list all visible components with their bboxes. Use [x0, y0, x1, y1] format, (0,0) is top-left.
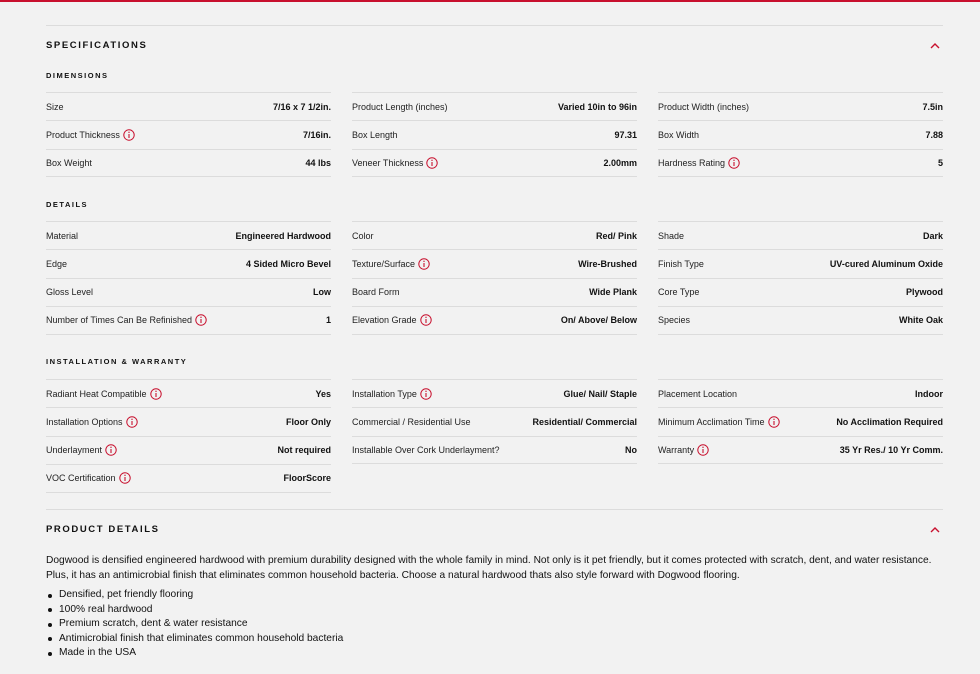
info-icon[interactable]	[126, 416, 138, 428]
spec-label-text: Gloss Level	[46, 287, 94, 298]
info-icon[interactable]	[119, 472, 131, 484]
spec-value: Floor Only	[286, 417, 331, 428]
spec-label	[46, 102, 64, 112]
dimensions-column	[658, 92, 943, 177]
spec-value: 7.5in	[922, 101, 943, 112]
info-icon[interactable]	[728, 157, 740, 169]
spec-row	[46, 407, 331, 435]
spec-value: 2.00mm	[603, 157, 637, 168]
spec-label	[658, 444, 709, 456]
spec-label	[46, 314, 207, 326]
spec-row	[46, 464, 331, 492]
spec-value: No Acclimation Required	[836, 417, 943, 428]
list-item: Antimicrobial finish that eliminates common household bacteria	[46, 632, 343, 647]
list-item: Densified, pet friendly flooring	[46, 588, 343, 603]
spec-row	[352, 221, 637, 249]
details-column	[658, 221, 943, 335]
chevron-up-icon[interactable]	[929, 524, 941, 536]
spec-value: Not required	[277, 445, 331, 456]
spec-row	[352, 249, 637, 277]
spec-label-text: Radiant Heat Compatible	[46, 388, 147, 399]
spec-label-text: Board Form	[352, 287, 400, 298]
spec-value: Engineered Hardwood	[235, 230, 331, 241]
spec-label-text: Color	[352, 230, 374, 241]
spec-label	[658, 259, 704, 269]
product-description: Dogwood is densified engineered hardwood with premium durability designed with the whole family in mind. Not only is it pet friendly, but it comes protected with scratch, dent, and water resistance. Plus, it has an antimicrobial finish that eliminates common household bacteria. Choose a natural hardwood thats also style forward with Dogwood flooring.	[46, 555, 932, 581]
spec-label-text: Box Length	[352, 130, 398, 141]
spec-label	[352, 130, 398, 140]
spec-row	[658, 249, 943, 277]
info-icon[interactable]	[420, 388, 432, 400]
spec-row	[352, 149, 637, 177]
spec-value: Residential/ Commercial	[532, 417, 637, 428]
spec-value: On/ Above/ Below	[560, 315, 637, 326]
spec-row	[46, 436, 331, 464]
spec-value: Low	[313, 287, 331, 298]
spec-label	[352, 157, 438, 169]
spec-label-text: Material	[46, 230, 79, 241]
spec-label	[46, 231, 78, 241]
spec-label	[46, 472, 131, 484]
spec-row	[658, 92, 943, 120]
dimensions-grid	[46, 92, 943, 177]
product-details-title: PRODUCT DETAILS	[46, 524, 160, 535]
spec-value: UV-cured Aluminum Oxide	[829, 259, 943, 270]
spec-label	[46, 444, 117, 456]
installation-grid	[46, 379, 943, 493]
spec-row	[46, 92, 331, 120]
spec-value: No	[625, 444, 637, 455]
spec-label	[46, 416, 138, 428]
spec-row	[352, 120, 637, 148]
spec-label	[658, 287, 699, 297]
dimensions-title: DIMENSIONS	[46, 71, 109, 80]
dimensions-column	[352, 92, 637, 177]
spec-row	[46, 149, 331, 177]
spec-label	[658, 389, 737, 399]
spec-label-text: Elevation Grade	[352, 315, 417, 326]
spec-value: 7.88	[925, 130, 943, 141]
specifications-header[interactable]	[46, 25, 943, 65]
spec-label	[658, 416, 780, 428]
details-column	[352, 221, 637, 335]
installation-title: INSTALLATION & WARRANTY	[46, 357, 188, 366]
spec-label-text: Commercial / Residential Use	[352, 417, 471, 428]
spec-row	[658, 221, 943, 249]
spec-label	[46, 388, 162, 400]
spec-row	[658, 407, 943, 435]
spec-label	[46, 158, 92, 168]
spec-row	[352, 407, 637, 435]
spec-label-text: Finish Type	[658, 259, 704, 270]
spec-value: White Oak	[898, 315, 943, 326]
spec-label	[352, 258, 430, 270]
spec-value: Varied 10in to 96in	[557, 101, 637, 112]
spec-value: 7/16in.	[302, 130, 331, 141]
info-icon[interactable]	[123, 129, 135, 141]
spec-value: 7/16 x 7 1/2in.	[272, 101, 331, 112]
spec-value: Indoor	[915, 388, 943, 399]
dimensions-column	[46, 92, 331, 177]
spec-value: 97.31	[614, 130, 637, 141]
spec-row	[352, 379, 637, 407]
list-item: Made in the USA	[46, 646, 343, 661]
spec-label-text: Shade	[658, 230, 685, 241]
spec-label	[352, 388, 432, 400]
specifications-title: SPECIFICATIONS	[46, 40, 148, 51]
spec-row	[658, 436, 943, 464]
product-features-list	[46, 588, 343, 661]
details-grid	[46, 221, 943, 335]
info-icon[interactable]	[105, 444, 117, 456]
spec-row	[658, 149, 943, 177]
spec-row	[352, 436, 637, 464]
spec-label	[352, 445, 500, 455]
spec-label-text: Placement Location	[658, 388, 738, 399]
spec-label-text: Installation Type	[352, 388, 417, 399]
spec-label	[352, 314, 432, 326]
spec-value: Wide Plank	[589, 287, 637, 298]
spec-row	[46, 278, 331, 306]
spec-label	[352, 231, 374, 241]
spec-row	[658, 306, 943, 334]
spec-label	[658, 130, 699, 140]
info-icon[interactable]	[150, 388, 162, 400]
top-accent-bar	[0, 0, 980, 2]
installation-column	[352, 379, 637, 493]
spec-label	[46, 259, 67, 269]
spec-label-text: Warranty	[658, 444, 695, 455]
spec-label-text: Installation Options	[46, 417, 123, 428]
spec-label	[658, 102, 749, 112]
spec-row	[352, 92, 637, 120]
spec-label-text: Species	[658, 315, 691, 326]
spec-value: 1	[325, 315, 331, 326]
spec-label-text: Installable Over Cork Underlayment?	[352, 444, 500, 455]
info-icon[interactable]	[418, 258, 430, 270]
spec-label	[658, 231, 684, 241]
product-details-header[interactable]	[46, 509, 943, 549]
spec-row	[658, 120, 943, 148]
spec-value: Dark	[922, 230, 943, 241]
spec-value: 44 lbs	[305, 157, 331, 168]
spec-value: Yes	[315, 388, 331, 399]
spec-value: Wire-Brushed	[578, 259, 637, 270]
spec-row	[46, 221, 331, 249]
info-icon[interactable]	[768, 416, 780, 428]
spec-value: 5	[937, 157, 943, 168]
info-icon[interactable]	[420, 314, 432, 326]
installation-column	[658, 379, 943, 493]
spec-row	[46, 379, 331, 407]
spec-label	[352, 417, 471, 427]
info-icon[interactable]	[195, 314, 207, 326]
spec-label	[46, 287, 93, 297]
installation-column	[46, 379, 331, 493]
details-column	[46, 221, 331, 335]
spec-label-text: Edge	[46, 259, 68, 270]
spec-label-text: Box Weight	[46, 157, 92, 168]
spec-label-text: Underlayment	[46, 445, 103, 456]
spec-row	[46, 249, 331, 277]
spec-label-text: Product Thickness	[46, 130, 120, 141]
spec-value: Glue/ Nail/ Staple	[563, 388, 637, 399]
spec-label	[46, 129, 135, 141]
spec-row	[352, 278, 637, 306]
spec-label-text: VOC Certification	[46, 473, 116, 484]
spec-label-text: Box Width	[658, 130, 700, 141]
spec-label	[658, 315, 690, 325]
chevron-up-icon[interactable]	[929, 40, 941, 52]
details-title: DETAILS	[46, 200, 89, 209]
spec-label	[352, 102, 448, 112]
spec-value: Plywood	[905, 287, 943, 298]
spec-label-text: Texture/Surface	[352, 259, 416, 270]
spec-value: 35 Yr Res./ 10 Yr Comm.	[839, 444, 943, 455]
spec-label-text: Product Length (inches)	[352, 101, 448, 112]
spec-value: 4 Sided Micro Bevel	[245, 259, 331, 270]
info-icon[interactable]	[426, 157, 438, 169]
info-icon[interactable]	[697, 444, 709, 456]
spec-label-text: Veneer Thickness	[352, 157, 424, 168]
spec-value: Red/ Pink	[595, 230, 637, 241]
spec-label-text: Hardness Rating	[658, 157, 726, 168]
spec-label	[658, 157, 740, 169]
spec-row	[352, 306, 637, 334]
spec-label	[352, 287, 400, 297]
spec-row	[658, 278, 943, 306]
spec-row	[658, 379, 943, 407]
spec-label-text: Number of Times Can Be Refinished	[46, 315, 193, 326]
list-item: 100% real hardwood	[46, 603, 343, 618]
spec-label-text: Core Type	[658, 287, 700, 298]
spec-label-text: Minimum Acclimation Time	[658, 417, 765, 428]
spec-value: FloorScore	[283, 473, 331, 484]
spec-label-text: Product Width (inches)	[658, 101, 750, 112]
spec-row	[46, 306, 331, 334]
spec-row	[46, 120, 331, 148]
spec-label-text: Size	[46, 101, 64, 112]
list-item: Premium scratch, dent & water resistance	[46, 617, 343, 632]
